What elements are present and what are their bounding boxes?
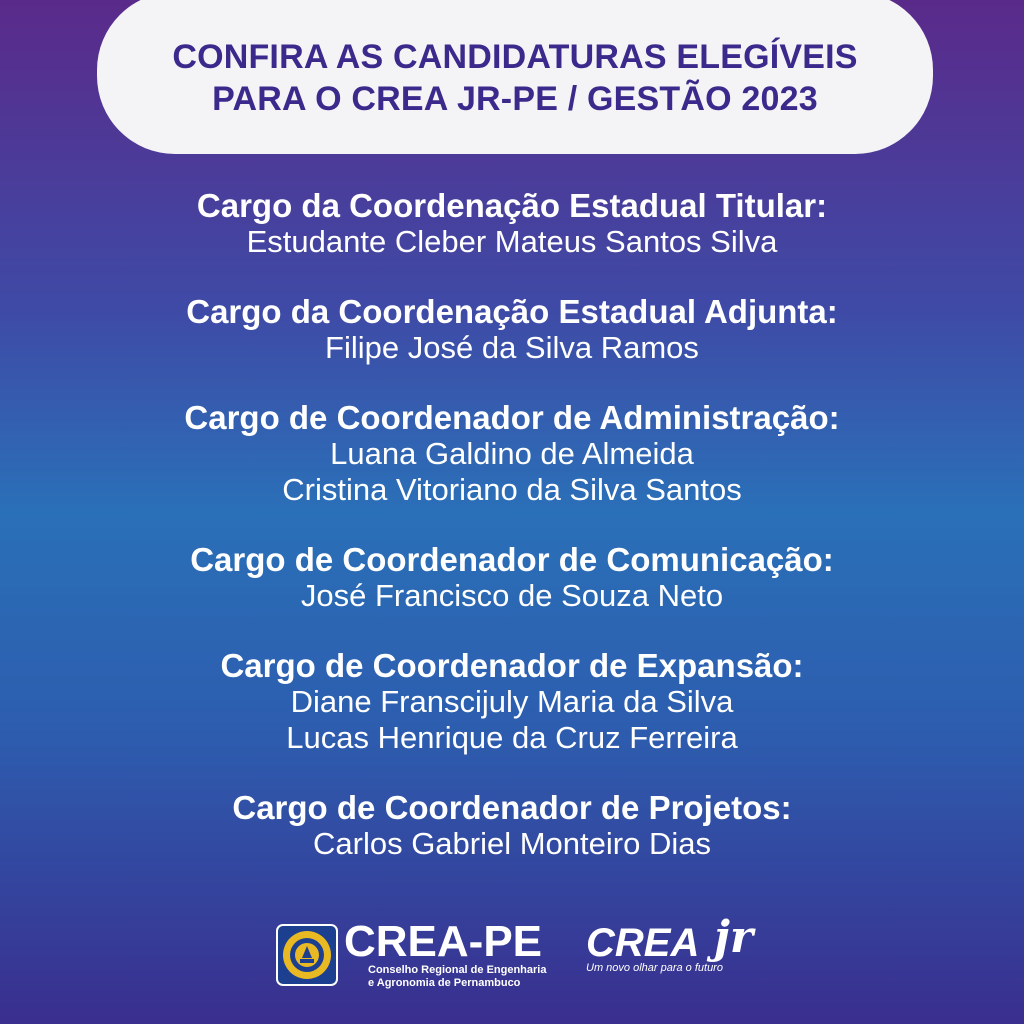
footer-logos [276, 912, 776, 989]
section-administracao [0, 400, 1024, 508]
section-projetos [0, 790, 1024, 862]
candidate-name: Lucas Henrique da Cruz Ferreira [286, 720, 738, 755]
section-estadual-titular [0, 188, 1024, 260]
crea-pe-subtitle-line-2: e Agronomia de Pernambuco [368, 977, 521, 989]
role-heading: Cargo de Coordenador de Comunicação: [190, 541, 834, 578]
role-heading: Cargo da Coordenação Estadual Adjunta: [186, 293, 838, 330]
crea-seal-icon [276, 924, 338, 986]
candidate-name: Diane Franscijuly Maria da Silva [290, 684, 734, 719]
role-heading: Cargo de Coordenador de Projetos: [232, 789, 792, 826]
section-estadual-adjunta [0, 294, 1024, 366]
candidate-list [0, 188, 1024, 896]
candidate-name: Carlos Gabriel Monteiro Dias [313, 826, 711, 861]
title-banner [97, 0, 933, 154]
role-heading: Cargo de Coordenador de Expansão: [220, 647, 804, 684]
crea-jr-logo-jr: jr [714, 912, 754, 963]
section-comunicacao [0, 542, 1024, 614]
banner-title-line-1: CONFIRA AS CANDIDATURAS ELEGÍVEIS [172, 38, 858, 76]
candidate-name: Cristina Vitoriano da Silva Santos [282, 472, 742, 507]
crea-jr-tagline: Um novo olhar para o futuro [586, 962, 723, 974]
candidate-name: Luana Galdino de Almeida [330, 436, 694, 471]
crea-jr-logo [586, 912, 766, 982]
banner-title-line-2: PARA O CREA JR-PE / GESTÃO 2023 [212, 80, 818, 118]
section-expansao [0, 648, 1024, 756]
role-heading: Cargo da Coordenação Estadual Titular: [196, 187, 828, 224]
candidate-name: Filipe José da Silva Ramos [325, 330, 699, 365]
crea-pe-logo-title: CREA-PE [344, 917, 543, 966]
role-heading: Cargo de Coordenador de Administração: [184, 399, 840, 436]
crea-jr-logo-word: CREA [586, 921, 700, 965]
candidate-name: José Francisco de Souza Neto [300, 578, 724, 613]
crea-pe-logo-subtitle [368, 964, 546, 990]
crea-pe-subtitle-line-1: Conselho Regional de Engenharia [368, 964, 547, 976]
candidate-name: Estudante Cleber Mateus Santos Silva [246, 224, 778, 259]
